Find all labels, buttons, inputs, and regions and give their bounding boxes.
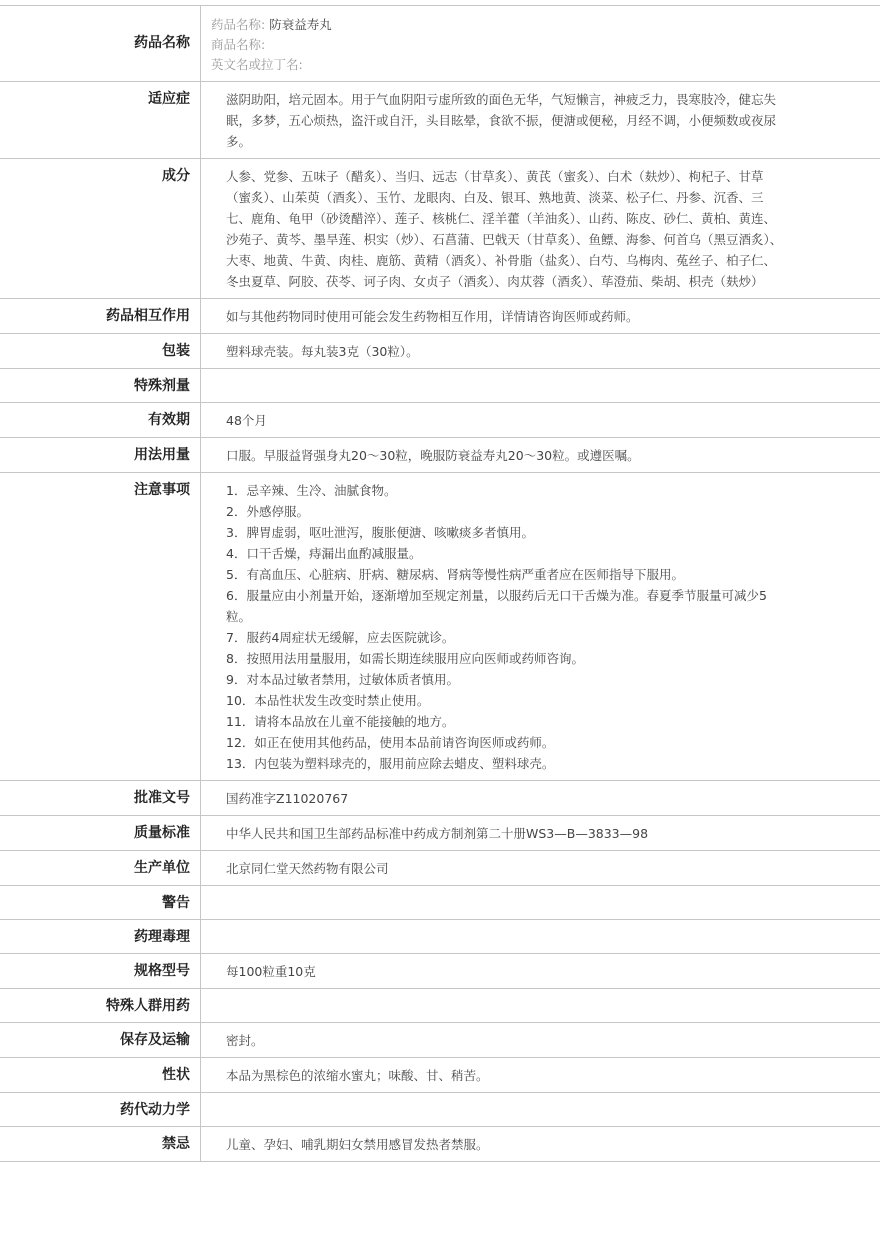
row-interactions [0, 299, 880, 334]
precaution-item: 2．外感停服。 [226, 504, 309, 519]
trade-name-label: 商品名称: [211, 37, 266, 52]
label-warning: 警告 [0, 886, 201, 920]
generic-name-label: 药品名称: [211, 17, 266, 32]
drug-info-table [0, 5, 880, 1162]
label-usage: 用法用量 [0, 438, 201, 473]
label-shelf-life: 有效期 [0, 403, 201, 438]
value-storage: 密封。 [226, 1033, 264, 1048]
label-precautions: 注意事项 [0, 473, 201, 781]
row-indications [0, 82, 880, 159]
generic-name-line [211, 15, 870, 35]
precaution-item: 12．如正在使用其他药品，使用本品前请咨询医师或药师。 [226, 735, 555, 750]
label-drug-name: 药品名称 [0, 6, 201, 82]
value-manufacturer: 北京同仁堂天然药物有限公司 [226, 861, 389, 876]
row-special-dosage [0, 369, 880, 403]
row-special-population [0, 989, 880, 1023]
value-pharmacokinetics [201, 1093, 880, 1127]
row-contraindications [0, 1127, 880, 1162]
row-shelf-life [0, 403, 880, 438]
row-warning [0, 886, 880, 920]
row-spec [0, 954, 880, 989]
label-spec: 规格型号 [0, 954, 201, 989]
row-drug-name [0, 6, 880, 82]
generic-name-value: 防衰益寿丸 [269, 17, 332, 32]
label-pharmacokinetics: 药代动力学 [0, 1093, 201, 1127]
label-manufacturer: 生产单位 [0, 851, 201, 886]
row-ingredients [0, 159, 880, 299]
value-precautions [201, 473, 880, 781]
row-manufacturer [0, 851, 880, 886]
label-ingredients: 成分 [0, 159, 201, 299]
precaution-item: 11．请将本品放在儿童不能接触的地方。 [226, 714, 455, 729]
row-pharmacokinetics [0, 1093, 880, 1127]
label-package: 包装 [0, 334, 201, 369]
row-storage [0, 1023, 880, 1058]
row-approval [0, 781, 880, 816]
label-special-dosage: 特殊剂量 [0, 369, 201, 403]
value-drug-name [201, 6, 880, 82]
label-interactions: 药品相互作用 [0, 299, 201, 334]
value-spec: 每100粒重10克 [226, 964, 316, 979]
value-interactions: 如与其他药物同时使用可能会发生药物相互作用，详情请咨询医师或药师。 [226, 309, 639, 324]
value-shelf-life: 48个月 [226, 413, 267, 428]
precaution-item: 6．服量应由小剂量开始，逐渐增加至规定剂量，以服药后无口干舌燥为准。春夏季节服量可减少5粒。 [226, 588, 767, 624]
precaution-item: 1．忌辛辣、生冷、油腻食物。 [226, 483, 397, 498]
value-pharmacology [201, 920, 880, 954]
precaution-item: 10．本品性状发生改变时禁止使用。 [226, 693, 430, 708]
row-precautions [0, 473, 880, 781]
row-standard [0, 816, 880, 851]
value-appearance: 本品为黑棕色的浓缩水蜜丸；味酸、甘、稍苦。 [226, 1068, 489, 1083]
row-usage [0, 438, 880, 473]
label-appearance: 性状 [0, 1058, 201, 1093]
row-package [0, 334, 880, 369]
label-approval: 批准文号 [0, 781, 201, 816]
row-pharmacology [0, 920, 880, 954]
row-appearance [0, 1058, 880, 1093]
value-usage: 口服。早服益肾强身丸20～30粒，晚服防衰益寿丸20～30粒。或遵医嘱。 [226, 448, 640, 463]
precaution-item: 4．口干舌燥，痔漏出血酌减服量。 [226, 546, 422, 561]
precaution-item: 13．内包装为塑料球壳的，服用前应除去蜡皮、塑料球壳。 [226, 756, 555, 771]
value-approval: 国药准字Z11020767 [226, 791, 349, 806]
precaution-item: 9．对本品过敏者禁用，过敏体质者慎用。 [226, 672, 459, 687]
label-storage: 保存及运输 [0, 1023, 201, 1058]
value-package: 塑料球壳装。每丸装3克（30粒）。 [226, 344, 419, 359]
english-name-label: 英文名或拉丁名: [211, 57, 303, 72]
value-indications: 滋阴助阳，培元固本。用于气血阴阳亏虚所致的面色无华，气短懒言，神疲乏力，畏寒肢冷，健忘失眠，多梦，五心烦热，盗汗或自汗，头目眩晕，食欲不振，便溏或便秘，月经不调，小便频数或夜尿多。 [226, 92, 777, 149]
value-standard: 中华人民共和国卫生部药品标准中药成方制剂第二十册WS3—B—3833—98 [226, 826, 649, 841]
value-warning [201, 886, 880, 920]
label-special-population: 特殊人群用药 [0, 989, 201, 1023]
label-indications: 适应症 [0, 82, 201, 159]
value-ingredients: 人参、党参、五味子（醋炙）、当归、远志（甘草炙）、黄芪（蜜炙）、白术（麸炒）、枸杞子、甘草（蜜炙）、山茱萸（酒炙）、玉竹、龙眼肉、白及、银耳、熟地黄、淡菜、松子仁、丹参、沉香、三七、鹿角、龟甲（砂烫醋淬）、莲子、核桃仁、淫羊藿（羊油炙）、山药、陈皮、砂仁、黄柏、黄连、沙苑子、黄芩、墨旱莲、枳实（炒）、石菖蒲、巴戟天（甘草炙）、鱼鳔、海参、何首乌（黑豆酒炙）、大枣、地黄、牛黄、肉桂、鹿筋、黄精（酒炙）、补骨脂（盐炙）、白芍、乌梅肉、菟丝子、柏子仁、冬虫夏草、阿胶、茯苓、诃子肉、女贞子（酒炙）、肉苁蓉（酒炙）、荜澄茄、柴胡、枳壳（麸炒） [226, 169, 783, 289]
value-contraindications: 儿童、孕妇、哺乳期妇女禁用感冒发热者禁服。 [226, 1137, 489, 1152]
precaution-item: 3．脾胃虚弱，呕吐泄泻，腹胀便溏、咳嗽痰多者慎用。 [226, 525, 534, 540]
precaution-item: 7．服药4周症状无缓解，应去医院就诊。 [226, 630, 455, 645]
value-special-population [201, 989, 880, 1023]
label-pharmacology: 药理毒理 [0, 920, 201, 954]
value-special-dosage [201, 369, 880, 403]
label-contraindications: 禁忌 [0, 1127, 201, 1162]
precaution-item: 8．按照用法用量服用，如需长期连续服用应向医师或药师咨询。 [226, 651, 584, 666]
label-standard: 质量标准 [0, 816, 201, 851]
precaution-item: 5．有高血压、心脏病、肝病、糖尿病、肾病等慢性病严重者应在医师指导下服用。 [226, 567, 684, 582]
